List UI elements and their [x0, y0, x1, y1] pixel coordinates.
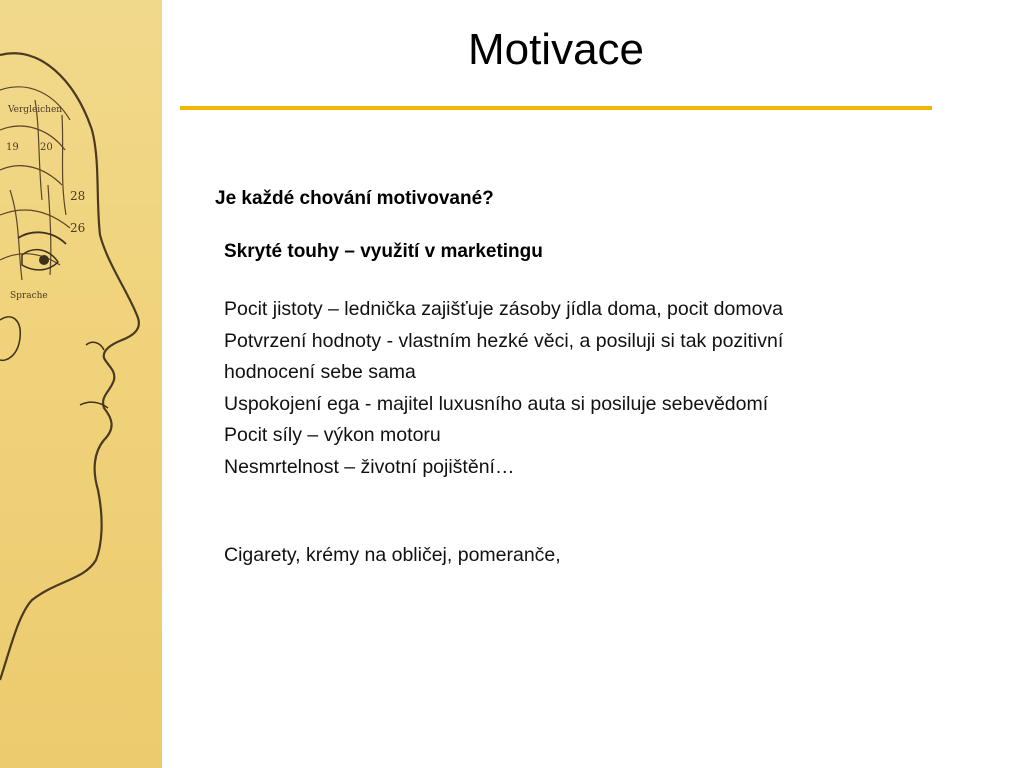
title-divider	[180, 106, 932, 110]
phrenology-head-illustration	[0, 0, 162, 768]
svg-text:20: 20	[40, 142, 53, 153]
svg-text:19: 19	[6, 142, 19, 153]
body-line: Uspokojení ega - majitel luxusního auta si posiluje sebevědomí	[224, 392, 769, 415]
body-line: Nesmrtelnost – životní pojištění…	[224, 455, 515, 478]
body-text	[224, 294, 924, 483]
svg-text:Sprache: Sprache	[10, 291, 48, 301]
body-line: Potvrzení hodnoty - vlastním hezké věci, a posiluji si tak pozitivní	[224, 329, 784, 352]
svg-text:Vergleichen: Vergleichen	[8, 105, 63, 115]
body-line: Pocit síly – výkon motoru	[224, 424, 441, 446]
subheading: Skryté touhy – využití v marketingu	[224, 241, 543, 262]
closing-line: Cigarety, krémy na obličej, pomeranče,	[224, 544, 561, 566]
svg-text:26: 26	[70, 221, 86, 235]
svg-text:28: 28	[70, 189, 86, 203]
page-title: Motivace	[467, 25, 645, 74]
question-heading: Je každé chování motivované?	[215, 188, 494, 209]
body-line: Pocit jistoty – lednička zajišťuje zásoby jídla doma, pocit domova	[224, 298, 784, 320]
body-line: hodnocení sebe sama	[224, 361, 416, 383]
